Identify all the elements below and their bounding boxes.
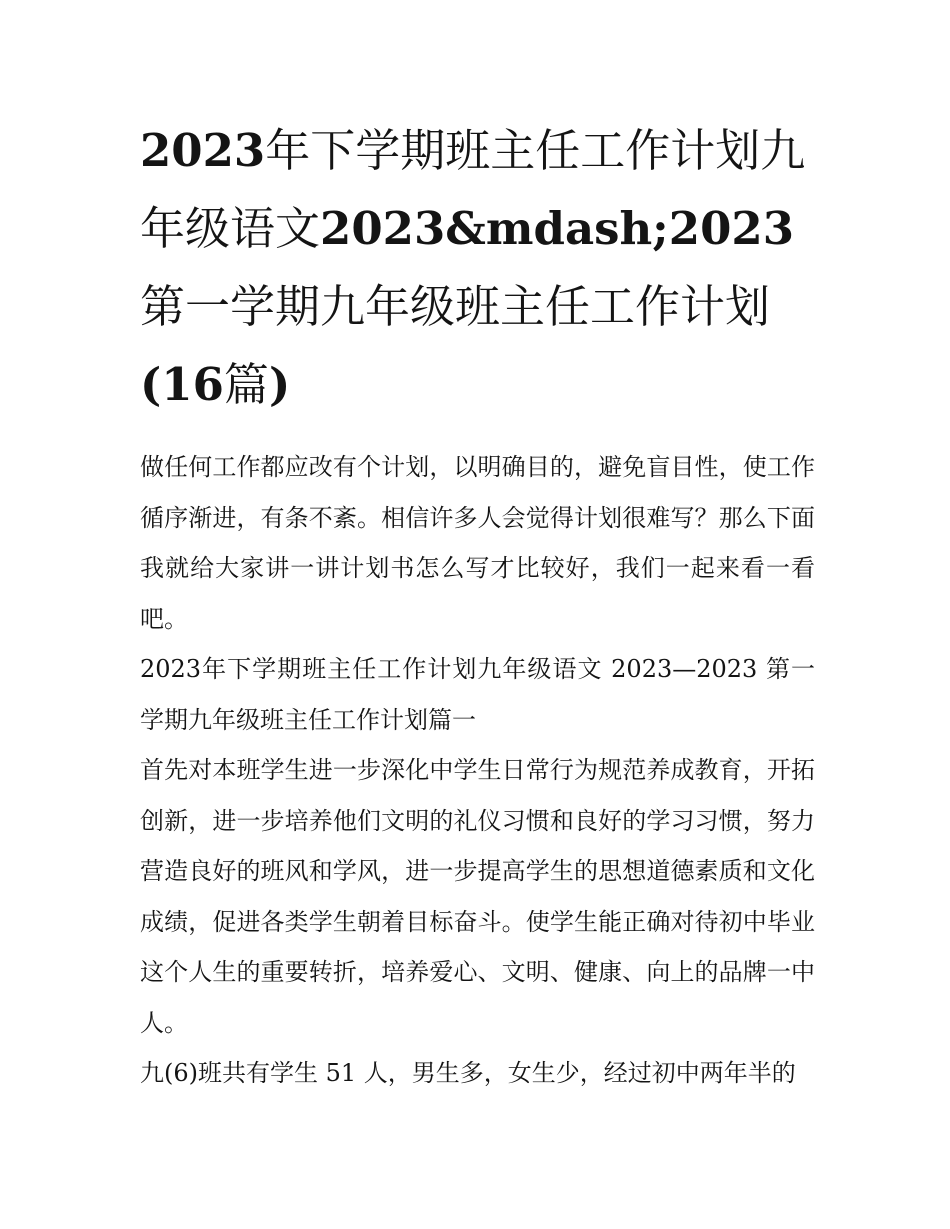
- title-part: 2023: [140, 124, 266, 177]
- document-title: [140, 112, 815, 424]
- title-part: ): [268, 358, 291, 411]
- title-part: 年下学期班主任工作计划九年级语文: [140, 124, 806, 255]
- body-paragraph: 首先对本班学生进一步深化中学生日常行为规范养成教育，开拓创新，进一步培养他们文明的礼仪习惯和良好的学习习惯，努力营造良好的班风和学风，进一步提高学生的思想道德素质和文化成绩，促进各类学生朝着目标奋斗。使学生能正确对待初中毕业这个人生的重要转折，培养爱心、文明、健康、向上的品牌一中人。: [140, 756, 815, 1037]
- intro-paragraph: 做任何工作都应改有个计划，以明确目的，避免盲目性，使工作循序渐进，有条不紊。相信许多人会觉得计划很难写？那么下面我就给大家讲一讲计划书怎么写才比较好，我们一起来看一看吧。: [140, 453, 815, 633]
- title-part: 2023&mdash;2023: [320, 202, 795, 255]
- title-part: 第一学期九年级班主任工作计划: [140, 280, 771, 333]
- title-part: (16: [140, 358, 224, 411]
- title-part: 篇: [223, 358, 269, 411]
- body-paragraph: 九(6)班共有学生 51 人，男生多，女生少，经过初中两年半的: [140, 1059, 796, 1087]
- section-heading: 2023年下学期班主任工作计划九年级语文 2023—2023 第一学期九年级班主任工作计划篇一: [140, 655, 815, 734]
- document-page: [140, 112, 815, 1099]
